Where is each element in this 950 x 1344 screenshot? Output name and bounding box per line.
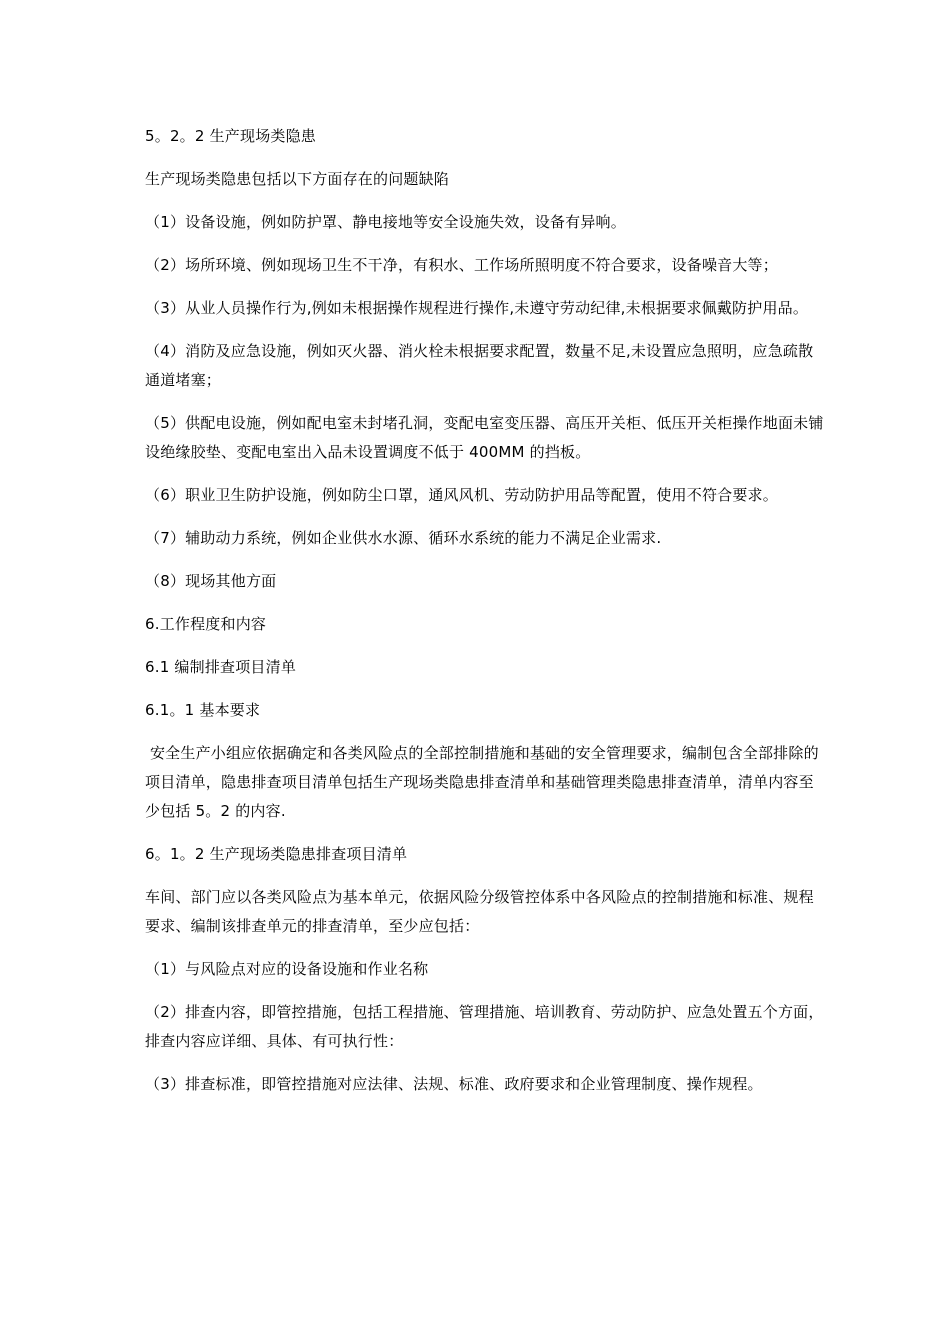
heading-5-2-2: 5。2。2 生产现场类隐患: [145, 127, 316, 145]
heading-6-1-1: 6.1。1 基本要求: [145, 701, 261, 719]
list-item-5: （5）供配电设施，例如配电室未封堵孔洞，变配电室变压器、高压开关柜、低压开关柜操作地面未铺设绝缘胶垫、变配电室出入品未设置调度不低于 400MM 的挡板。: [145, 414, 824, 461]
list-item-3: （3）从业人员操作行为,例如未根据操作规程进行操作,未遵守劳动纪律,未根据要求佩戴防护用品。: [145, 299, 809, 317]
list-item-1: （1）设备设施，例如防护罩、静电接地等安全设施失效，设备有异响。: [145, 213, 626, 231]
list-item-6: （6）职业卫生防护设施，例如防尘口罩，通风风机、劳动防护用品等配置，使用不符合要求。: [145, 486, 778, 504]
list-item-2: （2）场所环境、例如现场卫生不干净，有积水、工作场所照明度不符合要求，设备噪音大等；: [145, 256, 778, 274]
list-item-4: （4）消防及应急设施，例如灭火器、消火栓未根据要求配置，数量不足,未设置应急照明，应急疏散通道堵塞；: [145, 342, 814, 389]
checklist-item-3: （3）排查标准，即管控措施对应法律、法规、标准、政府要求和企业管理制度、操作规程。: [145, 1075, 763, 1093]
paragraph-checklist-intro: 车间、部门应以各类风险点为基本单元，依据风险分级管控体系中各风险点的控制措施和标准、规程要求、编制该排查单元的排查清单，至少应包括：: [145, 888, 814, 935]
heading-6-1: 6.1 编制排查项目清单: [145, 658, 297, 676]
checklist-item-1: （1）与风险点对应的设备设施和作业名称: [145, 960, 429, 978]
paragraph-intro: 生产现场类隐患包括以下方面存在的问题缺陷: [145, 170, 450, 188]
document-body: [145, 122, 825, 1113]
heading-6-1-2: 6。1。2 生产现场类隐患排查项目清单: [145, 845, 408, 863]
list-item-7: （7）辅助动力系统，例如企业供水水源、循环水系统的能力不满足企业需求.: [145, 529, 662, 547]
paragraph-basic-requirements: 安全生产小组应依据确定和各类风险点的全部控制措施和基础的安全管理要求，编制包含全部排除的项目清单，隐患排查项目清单包括生产现场类隐患排查清单和基础管理类隐患排查清单，清单内容至少包括 5。2 的内容.: [145, 744, 819, 820]
heading-6: 6.工作程度和内容: [145, 615, 267, 633]
list-item-8: （8）现场其他方面: [145, 572, 277, 590]
checklist-item-2: （2）排查内容，即管控措施，包括工程措施、管理措施、培训教育、劳动防护、应急处置五个方面，排查内容应详细、具体、有可执行性：: [145, 1003, 824, 1050]
